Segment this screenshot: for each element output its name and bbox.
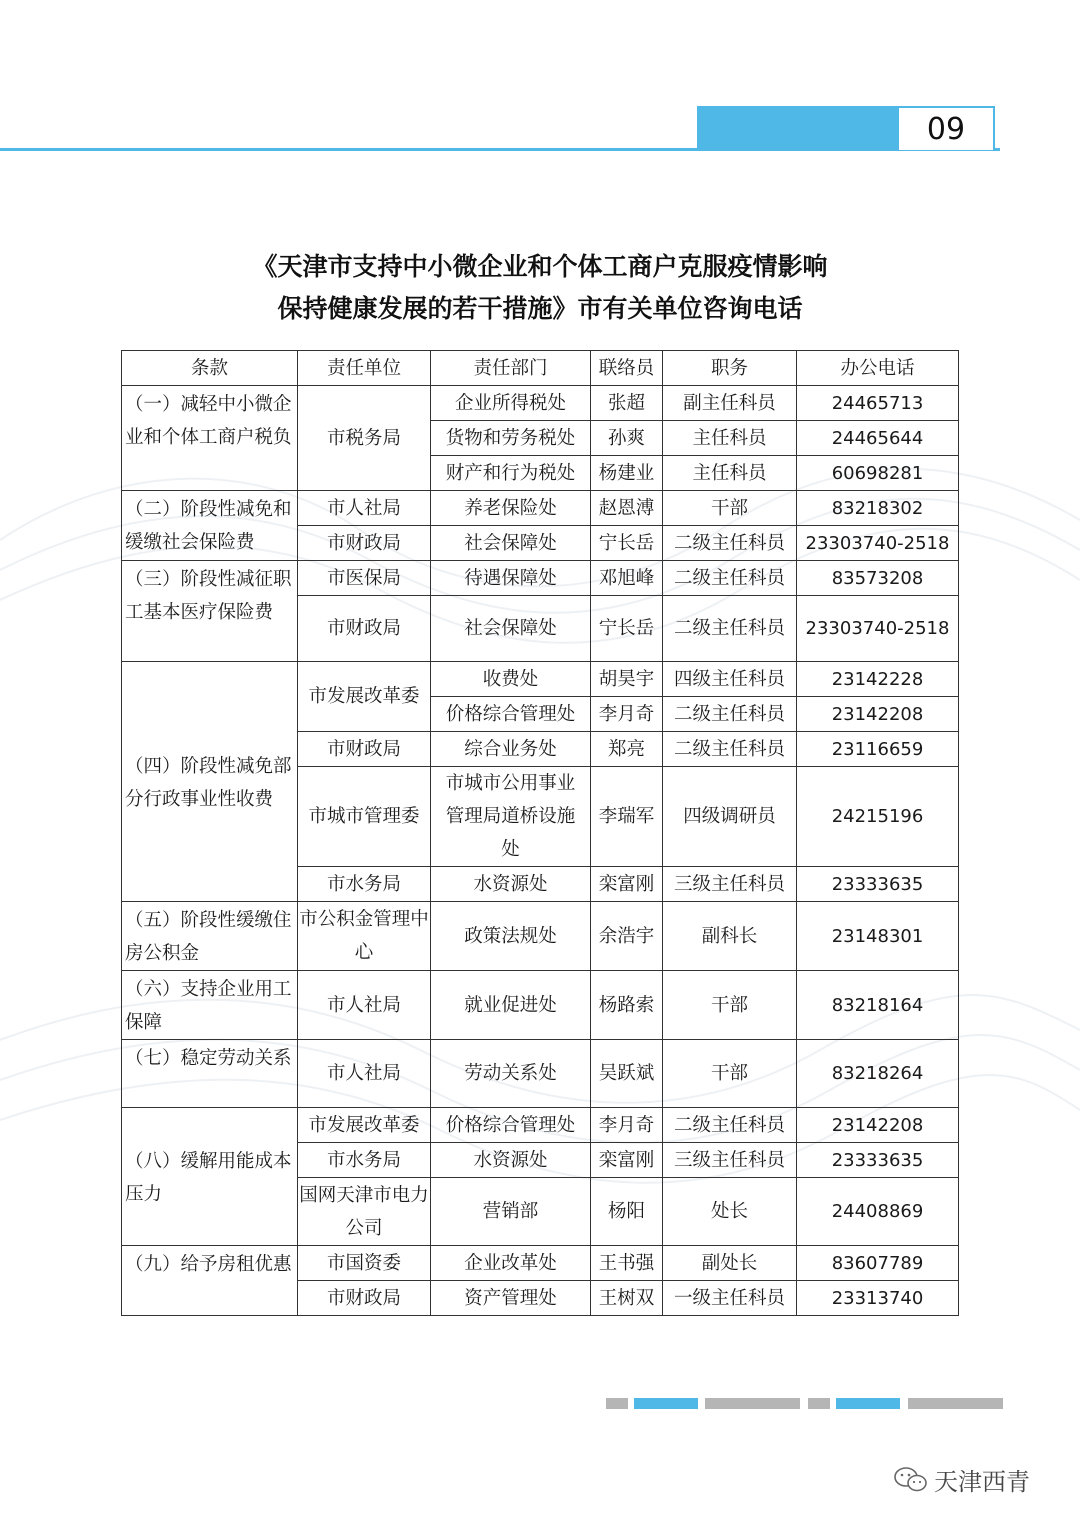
title-cell: 干部 (663, 1040, 797, 1108)
contact-cell: 孙爽 (591, 421, 663, 456)
table-row (122, 1108, 959, 1143)
header-dept: 责任部门 (431, 351, 591, 386)
phone-cell: 83607789 (797, 1246, 959, 1281)
dept-cell: 价格综合管理处 (431, 1108, 591, 1143)
unit-cell: 市水务局 (298, 867, 431, 902)
header-accent-block (697, 106, 897, 151)
header-clause: 条款 (122, 351, 298, 386)
contact-cell: 胡昊宇 (591, 662, 663, 697)
phone-cell: 24215196 (797, 767, 959, 867)
contact-cell: 郑亮 (591, 732, 663, 767)
dept-cell: 货物和劳务税处 (431, 421, 591, 456)
clause-cell: （一）减轻中小微企业和个体工商户税负 (122, 386, 298, 491)
footer-bar-blue-1 (634, 1398, 698, 1409)
watermark-text: 天津西青 (934, 1468, 1030, 1496)
title-cell: 二级主任科员 (663, 561, 797, 596)
contact-cell: 栾富刚 (591, 867, 663, 902)
title-cell: 副主任科员 (663, 386, 797, 421)
phone-cell: 23333635 (797, 867, 959, 902)
phone-cell: 23333635 (797, 1143, 959, 1178)
contact-cell: 王树双 (591, 1281, 663, 1316)
title-cell: 二级主任科员 (663, 697, 797, 732)
title-cell: 副科长 (663, 902, 797, 971)
footer-bar-gray-4 (908, 1398, 1003, 1409)
table-row (122, 561, 959, 596)
contact-cell: 吴跃斌 (591, 1040, 663, 1108)
dept-cell: 养老保险处 (431, 491, 591, 526)
table-row (122, 491, 959, 526)
table-row (122, 902, 959, 971)
dept-cell: 劳动关系处 (431, 1040, 591, 1108)
dept-cell: 价格综合管理处 (431, 697, 591, 732)
dept-cell: 社会保障处 (431, 526, 591, 561)
title-cell: 二级主任科员 (663, 526, 797, 561)
unit-cell: 市发展改革委 (298, 662, 431, 732)
unit-cell: 市财政局 (298, 1281, 431, 1316)
title-cell: 主任科员 (663, 456, 797, 491)
table-row (122, 1040, 959, 1108)
phone-cell: 83218302 (797, 491, 959, 526)
dept-cell: 资产管理处 (431, 1281, 591, 1316)
dept-cell: 就业促进处 (431, 971, 591, 1040)
contact-cell: 宁长岳 (591, 526, 663, 561)
phone-cell: 83573208 (797, 561, 959, 596)
unit-cell: 市医保局 (298, 561, 431, 596)
contact-cell: 栾富刚 (591, 1143, 663, 1178)
unit-cell: 市税务局 (298, 386, 431, 491)
title-cell: 处长 (663, 1178, 797, 1246)
title-cell: 四级调研员 (663, 767, 797, 867)
phone-cell: 23142228 (797, 662, 959, 697)
unit-cell: 市公积金管理中心 (298, 902, 431, 971)
header-title: 职务 (663, 351, 797, 386)
contact-cell: 李月奇 (591, 697, 663, 732)
title-cell: 三级主任科员 (663, 867, 797, 902)
contact-cell: 杨路索 (591, 971, 663, 1040)
dept-cell: 营销部 (431, 1178, 591, 1246)
contact-cell: 宁长岳 (591, 596, 663, 662)
phone-cell: 83218264 (797, 1040, 959, 1108)
title-cell: 主任科员 (663, 421, 797, 456)
unit-cell: 市国资委 (298, 1246, 431, 1281)
phone-cell: 23116659 (797, 732, 959, 767)
page-title-line1: 《天津市支持中小微企业和个体工商户克服疫情影响 (252, 252, 828, 281)
dept-cell: 企业改革处 (431, 1246, 591, 1281)
phone-cell: 23303740-2518 (797, 596, 959, 662)
table-row (122, 386, 959, 421)
dept-cell: 市城市公用事业管理局道桥设施处 (431, 767, 591, 867)
footer-bar-blue-2 (836, 1398, 900, 1409)
title-cell: 二级主任科员 (663, 732, 797, 767)
clause-cell: （八）缓解用能成本压力 (122, 1108, 298, 1246)
phone-cell: 60698281 (797, 456, 959, 491)
phone-cell: 23142208 (797, 1108, 959, 1143)
clause-cell: （二）阶段性减免和缓缴社会保险费 (122, 491, 298, 561)
unit-cell: 市财政局 (298, 596, 431, 662)
clause-cell: （四）阶段性减免部分行政事业性收费 (122, 662, 298, 902)
table-row (122, 971, 959, 1040)
header-contact: 联络员 (591, 351, 663, 386)
unit-cell: 市财政局 (298, 732, 431, 767)
header-unit: 责任单位 (298, 351, 431, 386)
phone-cell: 23303740-2518 (797, 526, 959, 561)
contact-cell: 张超 (591, 386, 663, 421)
wechat-icon (893, 1465, 929, 1495)
title-cell: 干部 (663, 491, 797, 526)
dept-cell: 综合业务处 (431, 732, 591, 767)
unit-cell: 市人社局 (298, 1040, 431, 1108)
dept-cell: 政策法规处 (431, 902, 591, 971)
dept-cell: 水资源处 (431, 867, 591, 902)
clause-cell: （七）稳定劳动关系 (122, 1040, 298, 1108)
contact-cell: 李瑞军 (591, 767, 663, 867)
phone-cell: 23313740 (797, 1281, 959, 1316)
clause-cell: （三）阶段性减征职工基本医疗保险费 (122, 561, 298, 662)
contact-cell: 邓旭峰 (591, 561, 663, 596)
unit-cell: 市人社局 (298, 491, 431, 526)
clause-cell: （九）给予房租优惠 (122, 1246, 298, 1316)
footer-bar-gray-2 (705, 1398, 800, 1409)
title-cell: 副处长 (663, 1246, 797, 1281)
unit-cell: 市发展改革委 (298, 1108, 431, 1143)
phone-cell: 83218164 (797, 971, 959, 1040)
header-phone: 办公电话 (797, 351, 959, 386)
header-accent-line (0, 148, 1000, 151)
phone-cell: 23142208 (797, 697, 959, 732)
clause-cell: （五）阶段性缓缴住房公积金 (122, 902, 298, 971)
unit-cell: 市财政局 (298, 526, 431, 561)
unit-cell: 市水务局 (298, 1143, 431, 1178)
dept-cell: 社会保障处 (431, 596, 591, 662)
table-row (122, 1246, 959, 1281)
footer-bar-gray-1 (606, 1398, 628, 1409)
phone-cell: 23148301 (797, 902, 959, 971)
title-cell: 二级主任科员 (663, 596, 797, 662)
contact-cell: 杨建业 (591, 456, 663, 491)
contact-cell: 杨阳 (591, 1178, 663, 1246)
dept-cell: 待遇保障处 (431, 561, 591, 596)
footer-bar-gray-3 (808, 1398, 830, 1409)
unit-cell: 国网天津市电力公司 (298, 1178, 431, 1246)
page-number: 09 (897, 106, 995, 150)
contact-cell: 王书强 (591, 1246, 663, 1281)
dept-cell: 企业所得税处 (431, 386, 591, 421)
dept-cell: 水资源处 (431, 1143, 591, 1178)
contact-table (121, 350, 959, 1316)
phone-cell: 24465713 (797, 386, 959, 421)
dept-cell: 收费处 (431, 662, 591, 697)
page-title-line2: 保持健康发展的若干措施》市有关单位咨询电话 (277, 294, 803, 323)
title-cell: 三级主任科员 (663, 1143, 797, 1178)
title-cell: 一级主任科员 (663, 1281, 797, 1316)
table-header-row (122, 351, 959, 386)
contact-cell: 余浩宇 (591, 902, 663, 971)
clause-cell: （六）支持企业用工保障 (122, 971, 298, 1040)
unit-cell: 市城市管理委 (298, 767, 431, 867)
phone-cell: 24408869 (797, 1178, 959, 1246)
unit-cell: 市人社局 (298, 971, 431, 1040)
phone-cell: 24465644 (797, 421, 959, 456)
title-cell: 二级主任科员 (663, 1108, 797, 1143)
contact-cell: 李月奇 (591, 1108, 663, 1143)
dept-cell: 财产和行为税处 (431, 456, 591, 491)
title-cell: 四级主任科员 (663, 662, 797, 697)
table-row (122, 662, 959, 697)
contact-cell: 赵恩溥 (591, 491, 663, 526)
title-cell: 干部 (663, 971, 797, 1040)
